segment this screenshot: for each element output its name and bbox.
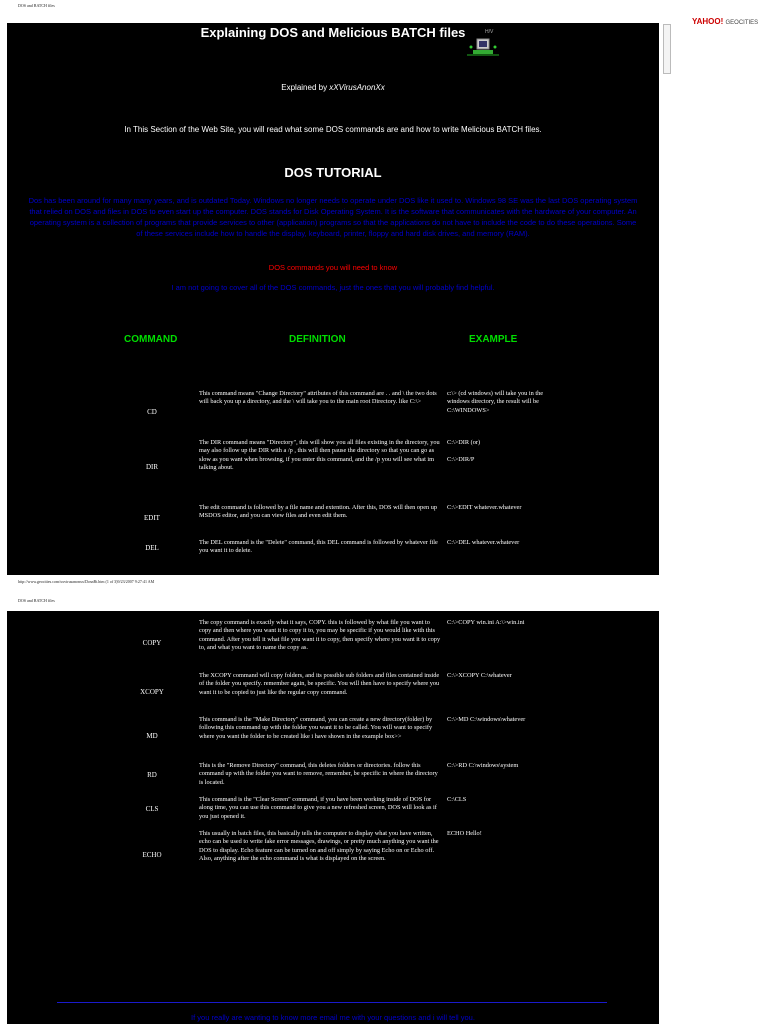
column-header-definition: DEFINITION — [289, 334, 346, 345]
command-definition: The edit command is followed by a file name and extention. After this, DOS will then open up MSDOS editor, and you can view files and even edit them. — [199, 504, 438, 520]
command-name: CD — [147, 408, 157, 416]
scrollbar[interactable] — [663, 24, 671, 74]
command-example: C:\>EDIT whatever.whatever — [447, 504, 522, 511]
command-example: C:\>DIR (or) C:\>DIR/P — [447, 439, 481, 463]
command-example: c:\> (cd windows) will take you in the windows directory, the result will be C:\WINDOWS> — [447, 390, 544, 414]
page-footer-url: http://www.geocities.com/xxvirusanonxx/DosnBt.htm (1 of 3)9/23/2007 9:27:41 AM — [18, 579, 155, 584]
page-header: DOS and BATCH files — [18, 3, 55, 8]
command-name: RD — [147, 771, 157, 779]
author-name: xXVirusAnonXx — [329, 83, 385, 92]
contact-line: If you really are wanting to know more email me with your questions and i will tell you. — [191, 1013, 475, 1022]
command-definition: This command means "Change Directory" attributes of this command are . . and \ the two dots will back you up a directory, and the \ will take you to the main root Directory. like C:\> — [199, 390, 437, 406]
yahoo-geocities-logo[interactable] — [692, 17, 758, 26]
command-definition: The DIR command means "Directory", this will show you all files existing in the directory, you may also follow up the DIR with a /p , this will then pause the directory so that you can go as slow as you want when browsing, if you enter this command, and the /p you will see what im talking about. — [199, 439, 440, 472]
command-example: ECHO Hello! — [447, 830, 482, 837]
command-definition: This usually in batch files, this basically tells the computer to display what you have written, echo can be used to write fake error messages, drawings, or pretty much anything you want the DOS to display. Echo feature can be turned on and off simply by saying Echo on or Echo off. Also, anything after the echo command is what is displayed on the screen. — [199, 830, 439, 863]
command-definition: The XCOPY command will copy folders, and its possible sub folders and files contained inside of the folder you specify. remember again, be specific. You will then have to specify where you want it to be copied to just like the regular copy command. — [199, 672, 440, 696]
commands-note: I am not going to cover all of the DOS commands, just the ones that you will probably find helpful. — [171, 283, 495, 292]
command-example: C:\>COPY win.ini A:\>win.ini — [447, 619, 525, 626]
command-definition: This command is the "Clear Screen" command, if you have been working inside of DOS for along time, you can use this command to give you a new refreshed screen, DOS will look as if you just opened it. — [199, 796, 437, 820]
command-name: MD — [146, 732, 158, 740]
command-name: DIR — [145, 463, 159, 471]
computer-icon — [463, 25, 503, 61]
command-name: ECHO — [142, 851, 162, 859]
command-example: C:\>MD C:\windows\whatever — [447, 716, 526, 723]
column-header-command: COMMAND — [124, 334, 178, 345]
command-name: DEL — [145, 544, 159, 552]
content-panel-1 — [7, 23, 659, 575]
page-header: DOS and BATCH files — [18, 598, 55, 603]
intro-text: In This Section of the Web Site, you will read what some DOS commands are and how to write Melicious BATCH files. — [124, 125, 542, 134]
explained-prefix: Explained by — [281, 83, 330, 92]
tutorial-heading: DOS TUTORIAL — [284, 165, 382, 180]
tutorial-paragraph: Dos has been around for many many years, and is outdated Today. Windows no longer needs to operate under DOS like it used to. Windows 98 SE was the last DOS operating system that relied on DOS and files in DOS to even start up the computer. DOS stands for Disk Operating System. It is the software that communicates with the hardware of your computer. An operating system is a collection of programs that provide services to other (application) programs so that the applications do not have to include the code to do these operations. Some of these services include how to handle the display, keyboard, printer, floppy and hard disk drives, and memory (RAM). — [28, 196, 638, 238]
command-example: C:\CLS — [447, 796, 467, 803]
horizontal-rule — [57, 1002, 607, 1003]
commands-heading: DOS commands you will need to know — [268, 263, 398, 272]
command-definition: This is the "Remove Directory" command, this deletes folders or directories. follow this command up with the folder you want to remove, remember, be specific in where the directory is located. — [199, 762, 438, 786]
command-name: XCOPY — [140, 688, 164, 696]
content-panel-2 — [7, 611, 659, 1024]
command-name: COPY — [142, 639, 162, 647]
command-name: EDIT — [144, 514, 160, 522]
command-example: C:\>XCOPY C:\whatever — [447, 672, 512, 679]
svg-text:H/V: H/V — [485, 29, 494, 35]
page-title: Explaining DOS and Melicious BATCH files — [200, 25, 466, 40]
command-definition: The DEL command is the "Delete" command, this DEL command is followed by whatever file you want it to delete. — [199, 539, 438, 555]
command-definition: The copy command is exactly what it says, COPY. this is followed by what file you want to copy and then where you want it to copy it to, you may be specific if you would like with this command. After you tell it what file you want it to copy, then specify where you want it to copy to, and what you want to name the copy as. — [199, 619, 441, 652]
column-header-example: EXAMPLE — [469, 334, 518, 345]
author-line — [7, 83, 659, 92]
geocities-label: GEOCITIES — [725, 20, 759, 26]
command-name: CLS — [145, 805, 159, 813]
command-definition: This command is the "Make Directory" command, you can create a new directory(folder) by following this command up with the folder you want it to be called. You will want to specify where you want the folder to be created like i have shown in the example box>> — [199, 716, 433, 740]
yahoo-brand: YAHOO! — [692, 17, 724, 26]
command-example: C:\>DEL whatever.whatever — [447, 539, 520, 546]
command-example: C:\>RD C:\windows\system — [447, 762, 519, 769]
